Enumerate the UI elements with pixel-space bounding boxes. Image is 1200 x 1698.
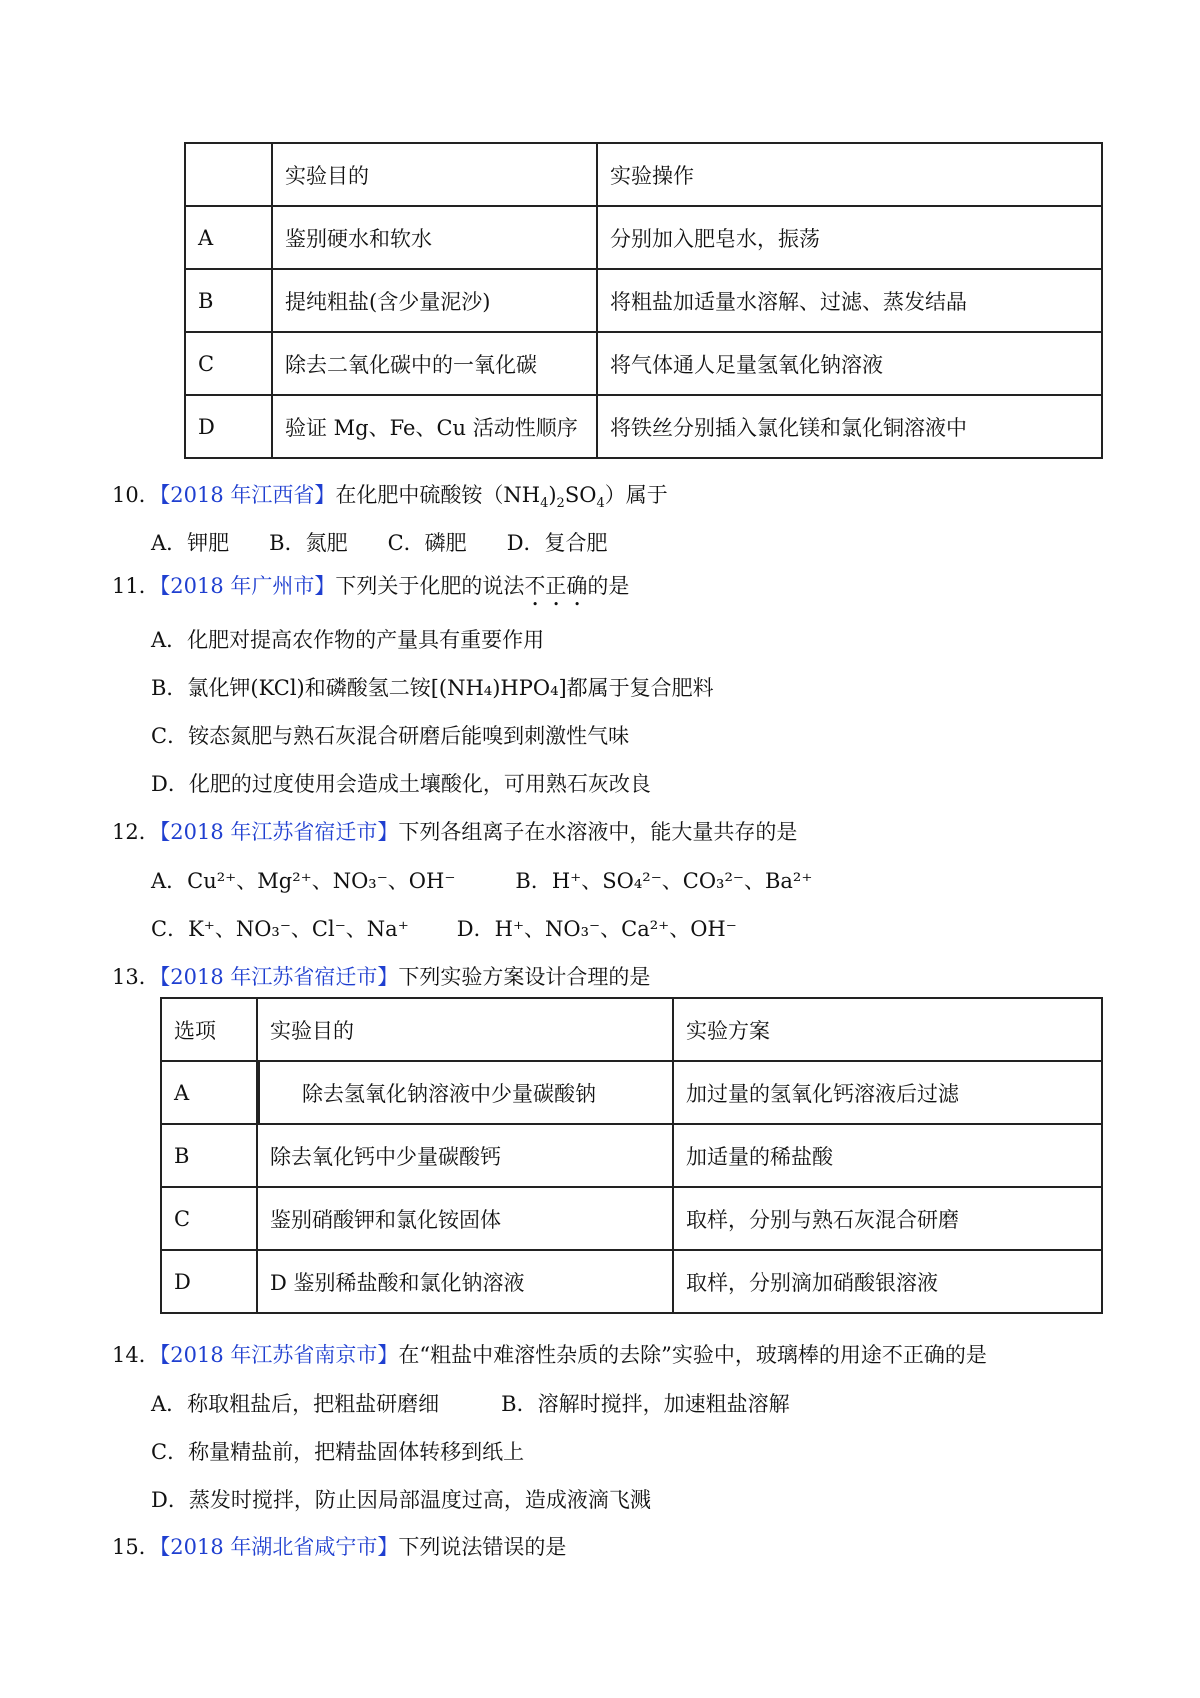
table-cell: A [185, 206, 272, 269]
option-d: D．蒸发时搅拌，防止因局部温度过高，造成液滴飞溅 [151, 1488, 651, 1512]
table-cell: A [161, 1061, 257, 1124]
table-row [185, 332, 1102, 395]
option-d: D．复合肥 [506, 531, 608, 555]
question-number: 11． [112, 574, 160, 598]
table-header-row [185, 143, 1102, 206]
table-cell: 将粗盐加适量水溶解、过滤、蒸发结晶 [597, 269, 1102, 332]
source-tag: 【2018 年江西省】 [159, 483, 336, 507]
question-15 [112, 1531, 566, 1561]
experiment-table-2 [160, 997, 1103, 1314]
option-c: C．磷肥 [387, 531, 467, 555]
option-a: A．Cu²⁺、Mg²⁺、NO₃⁻、OH⁻ [151, 869, 456, 893]
source-tag: 【2018 年江苏省南京市】 [159, 1343, 399, 1367]
question-number: 10． [112, 483, 160, 507]
question-text: ）属于 [604, 483, 668, 507]
table-cell: 取样，分别与熟石灰混合研磨 [673, 1187, 1102, 1250]
question-12 [112, 816, 797, 846]
option-c: C．铵态氮肥与熟石灰混合研磨后能嗅到刺激性气味 [151, 724, 630, 748]
question-10 [112, 479, 668, 511]
question-number: 13． [112, 965, 160, 989]
table-cell: D 鉴别稀盐酸和氯化钠溶液 [257, 1250, 673, 1313]
subscript: 4 [596, 496, 605, 512]
question-11 [112, 570, 629, 611]
question-text: 下列说法错误的是 [398, 1535, 567, 1559]
table-cell: 分别加入肥皂水，振荡 [597, 206, 1102, 269]
table-row [185, 395, 1102, 458]
table-cell: C [185, 332, 272, 395]
question-number: 15． [112, 1535, 160, 1559]
table-cell: 验证 Mg、Fe、Cu 活动性顺序 [272, 395, 597, 458]
table-cell: 将铁丝分别插入氯化镁和氯化铜溶液中 [597, 395, 1102, 458]
table-cell: B [185, 269, 272, 332]
subscript: 2 [556, 496, 565, 512]
table-row [161, 1187, 1102, 1250]
question-text: 的是 [587, 574, 630, 598]
question-13 [112, 961, 650, 991]
table-row [161, 1250, 1102, 1313]
question-text: 下列各组离子在水溶液中，能大量共存的是 [398, 820, 798, 844]
option-d: D．化肥的过度使用会造成土壤酸化，可用熟石灰改良 [151, 772, 651, 796]
table-cell: 提纯粗盐(含少量泥沙) [272, 269, 597, 332]
table-cell: B [161, 1124, 257, 1187]
table-cell: 加适量的稀盐酸 [673, 1124, 1102, 1187]
q12-options-ab [151, 865, 812, 895]
table-cell: D [185, 395, 272, 458]
question-14 [112, 1339, 987, 1369]
table-row [161, 1124, 1102, 1187]
source-tag: 【2018 年江苏省宿迁市】 [159, 965, 399, 989]
option-b: B．溶解时搅拌，加速粗盐溶解 [501, 1392, 790, 1416]
q12-options-cd [151, 913, 737, 943]
question-text: 下列实验方案设计合理的是 [398, 965, 651, 989]
option-b: B．氮肥 [269, 531, 348, 555]
subscript: 4 [540, 496, 549, 512]
table-cell: C [161, 1187, 257, 1250]
option-b: B．H⁺、SO₄²⁻、CO₃²⁻、Ba²⁺ [515, 869, 813, 893]
table-cell: 鉴别硝酸钾和氯化铵固体 [257, 1187, 673, 1250]
table-row [161, 1061, 1102, 1124]
question-text: 在“粗盐中难溶性杂质的去除”实验中，玻璃棒的用途不正确的是 [398, 1343, 987, 1367]
table-cell: 取样，分别滴加硝酸银溶液 [673, 1250, 1102, 1313]
table-cell [185, 143, 272, 206]
q10-options [151, 527, 608, 557]
table-cell: 除去二氧化碳中的一氧化碳 [272, 332, 597, 395]
option-c: C．K⁺、NO₃⁻、Cl⁻、Na⁺ [151, 917, 409, 941]
emphasized-text: 不正确 [524, 574, 588, 598]
table-header-row [161, 998, 1102, 1061]
table-cell: 实验目的 [257, 998, 673, 1061]
table-cell: 实验目的 [272, 143, 597, 206]
table-row [185, 269, 1102, 332]
q14-options-ab [151, 1388, 790, 1418]
table-cell: 选项 [161, 998, 257, 1061]
table-cell: 除去氧化钙中少量碳酸钙 [257, 1124, 673, 1187]
table-cell: 除去氢氧化钠溶液中少量碳酸钠 [257, 1061, 673, 1124]
table-cell: 鉴别硬水和软水 [272, 206, 597, 269]
option-d: D．H⁺、NO₃⁻、Ca²⁺、OH⁻ [456, 917, 737, 941]
question-text: 下列关于化肥的说法 [335, 574, 525, 598]
question-text: ) [548, 483, 557, 507]
source-tag: 【2018 年湖北省咸宁市】 [159, 1535, 399, 1559]
option-a: A．化肥对提高农作物的产量具有重要作用 [151, 628, 545, 652]
option-b: B．氯化钾(KCl)和磷酸氢二铵[(NH₄)HPO₄]都属于复合肥料 [151, 676, 714, 700]
source-tag: 【2018 年江苏省宿迁市】 [159, 820, 399, 844]
question-text: SO [564, 483, 597, 507]
option-a: A．称取粗盐后，把粗盐研磨细 [151, 1392, 440, 1416]
table-row [185, 206, 1102, 269]
table-cell: 加过量的氢氧化钙溶液后过滤 [673, 1061, 1102, 1124]
table-cell: 实验方案 [673, 998, 1102, 1061]
option-a: A．钾肥 [151, 531, 230, 555]
question-number: 14． [112, 1343, 160, 1367]
question-text: 在化肥中硫酸铵（NH [335, 483, 541, 507]
source-tag: 【2018 年广州市】 [159, 574, 336, 598]
option-c: C．称量精盐前，把精盐固体转移到纸上 [151, 1440, 525, 1464]
experiment-table-1 [184, 142, 1103, 459]
table-cell: D [161, 1250, 257, 1313]
table-cell: 将气体通人足量氢氧化钠溶液 [597, 332, 1102, 395]
question-number: 12． [112, 820, 160, 844]
table-cell: 实验操作 [597, 143, 1102, 206]
